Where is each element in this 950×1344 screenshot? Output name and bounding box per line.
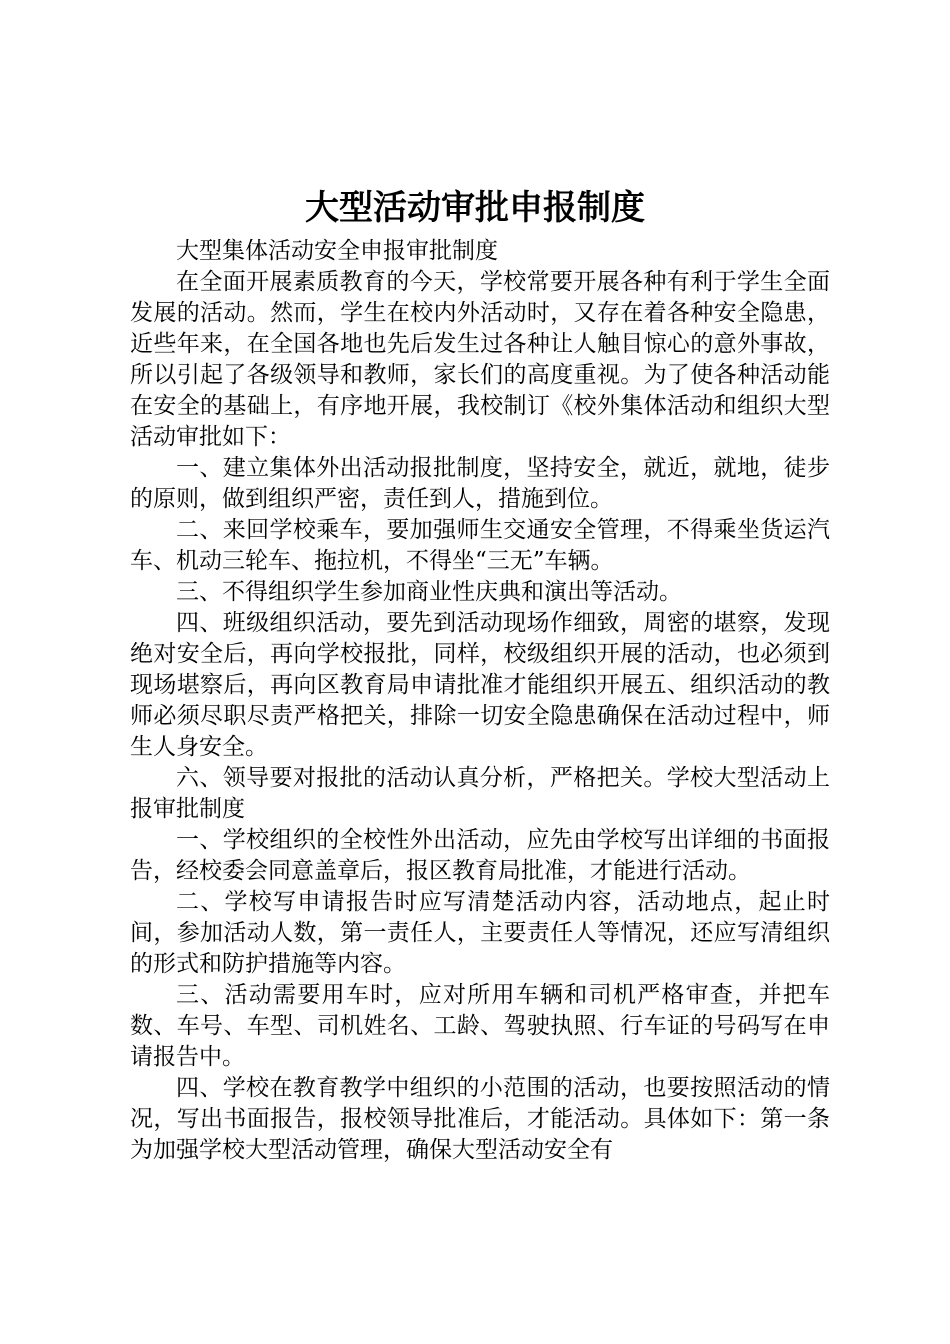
body-paragraph: 一、建立集体外出活动报批制度，坚持安全，就近，就地，徒步的原则，做到组织严密，责任到人，措施到位。 (130, 455, 830, 512)
document-title: 大型活动审批申报制度 (305, 188, 645, 228)
body-paragraph: 四、学校在教育教学中组织的小范围的活动，也要按照活动的情况，写出书面报告，报校领导批准后，才能活动。具体如下：第一条为加强学校大型活动管理，确保大型活动安全有 (130, 1075, 830, 1163)
body-paragraph: 大型集体活动安全申报审批制度 (176, 238, 498, 264)
body-paragraph: 三、不得组织学生参加商业性庆典和演出等活动。 (176, 579, 682, 605)
body-paragraph: 二、学校写申请报告时应写清楚活动内容，活动地点，起止时间，参加活动人数，第一责任人，主要责任人等情况，还应写清组织的形式和防护措施等内容。 (130, 889, 830, 977)
body-paragraph: 六、领导要对报批的活动认真分析，严格把关。学校大型活动上报审批制度 (130, 765, 830, 822)
body-paragraph: 四、班级组织活动，要先到活动现场作细致，周密的堪察，发现绝对安全后，再向学校报批，同样，校级组织开展的活动，也必须到现场堪察后，再向区教育局申请批准才能组织开展五、组织活动的教师必须尽职尽责严格把关，排除一切安全隐患确保在活动过程中，师生人身安全。 (130, 610, 830, 760)
body-paragraph: 在全面开展素质教育的今天，学校常要开展各种有利于学生全面发展的活动。然而，学生在校内外活动时，又存在着各种安全隐患，近些年来，在全国各地也先后发生过各种让人触目惊心的意外事故，所以引起了各级领导和教师，家长们的高度重视。为了使各种活动能在安全的基础上，有序地开展，我校制订《校外集体活动和组织大型活动审批如下： (130, 269, 830, 450)
document-body (130, 236, 830, 1166)
body-paragraph: 一、学校组织的全校性外出活动，应先由学校写出详细的书面报告，经校委会同意盖章后，报区教育局批准，才能进行活动。 (130, 827, 830, 884)
body-paragraph: 三、活动需要用车时，应对所用车辆和司机严格审查，并把车数、车号、车型、司机姓名、工龄、驾驶执照、行车证的号码写在申请报告中。 (130, 982, 830, 1070)
body-paragraph: 二、来回学校乘车，要加强师生交通安全管理，不得乘坐货运汽车、机动三轮车、拖拉机，不得坐“三无”车辆。 (130, 517, 830, 574)
